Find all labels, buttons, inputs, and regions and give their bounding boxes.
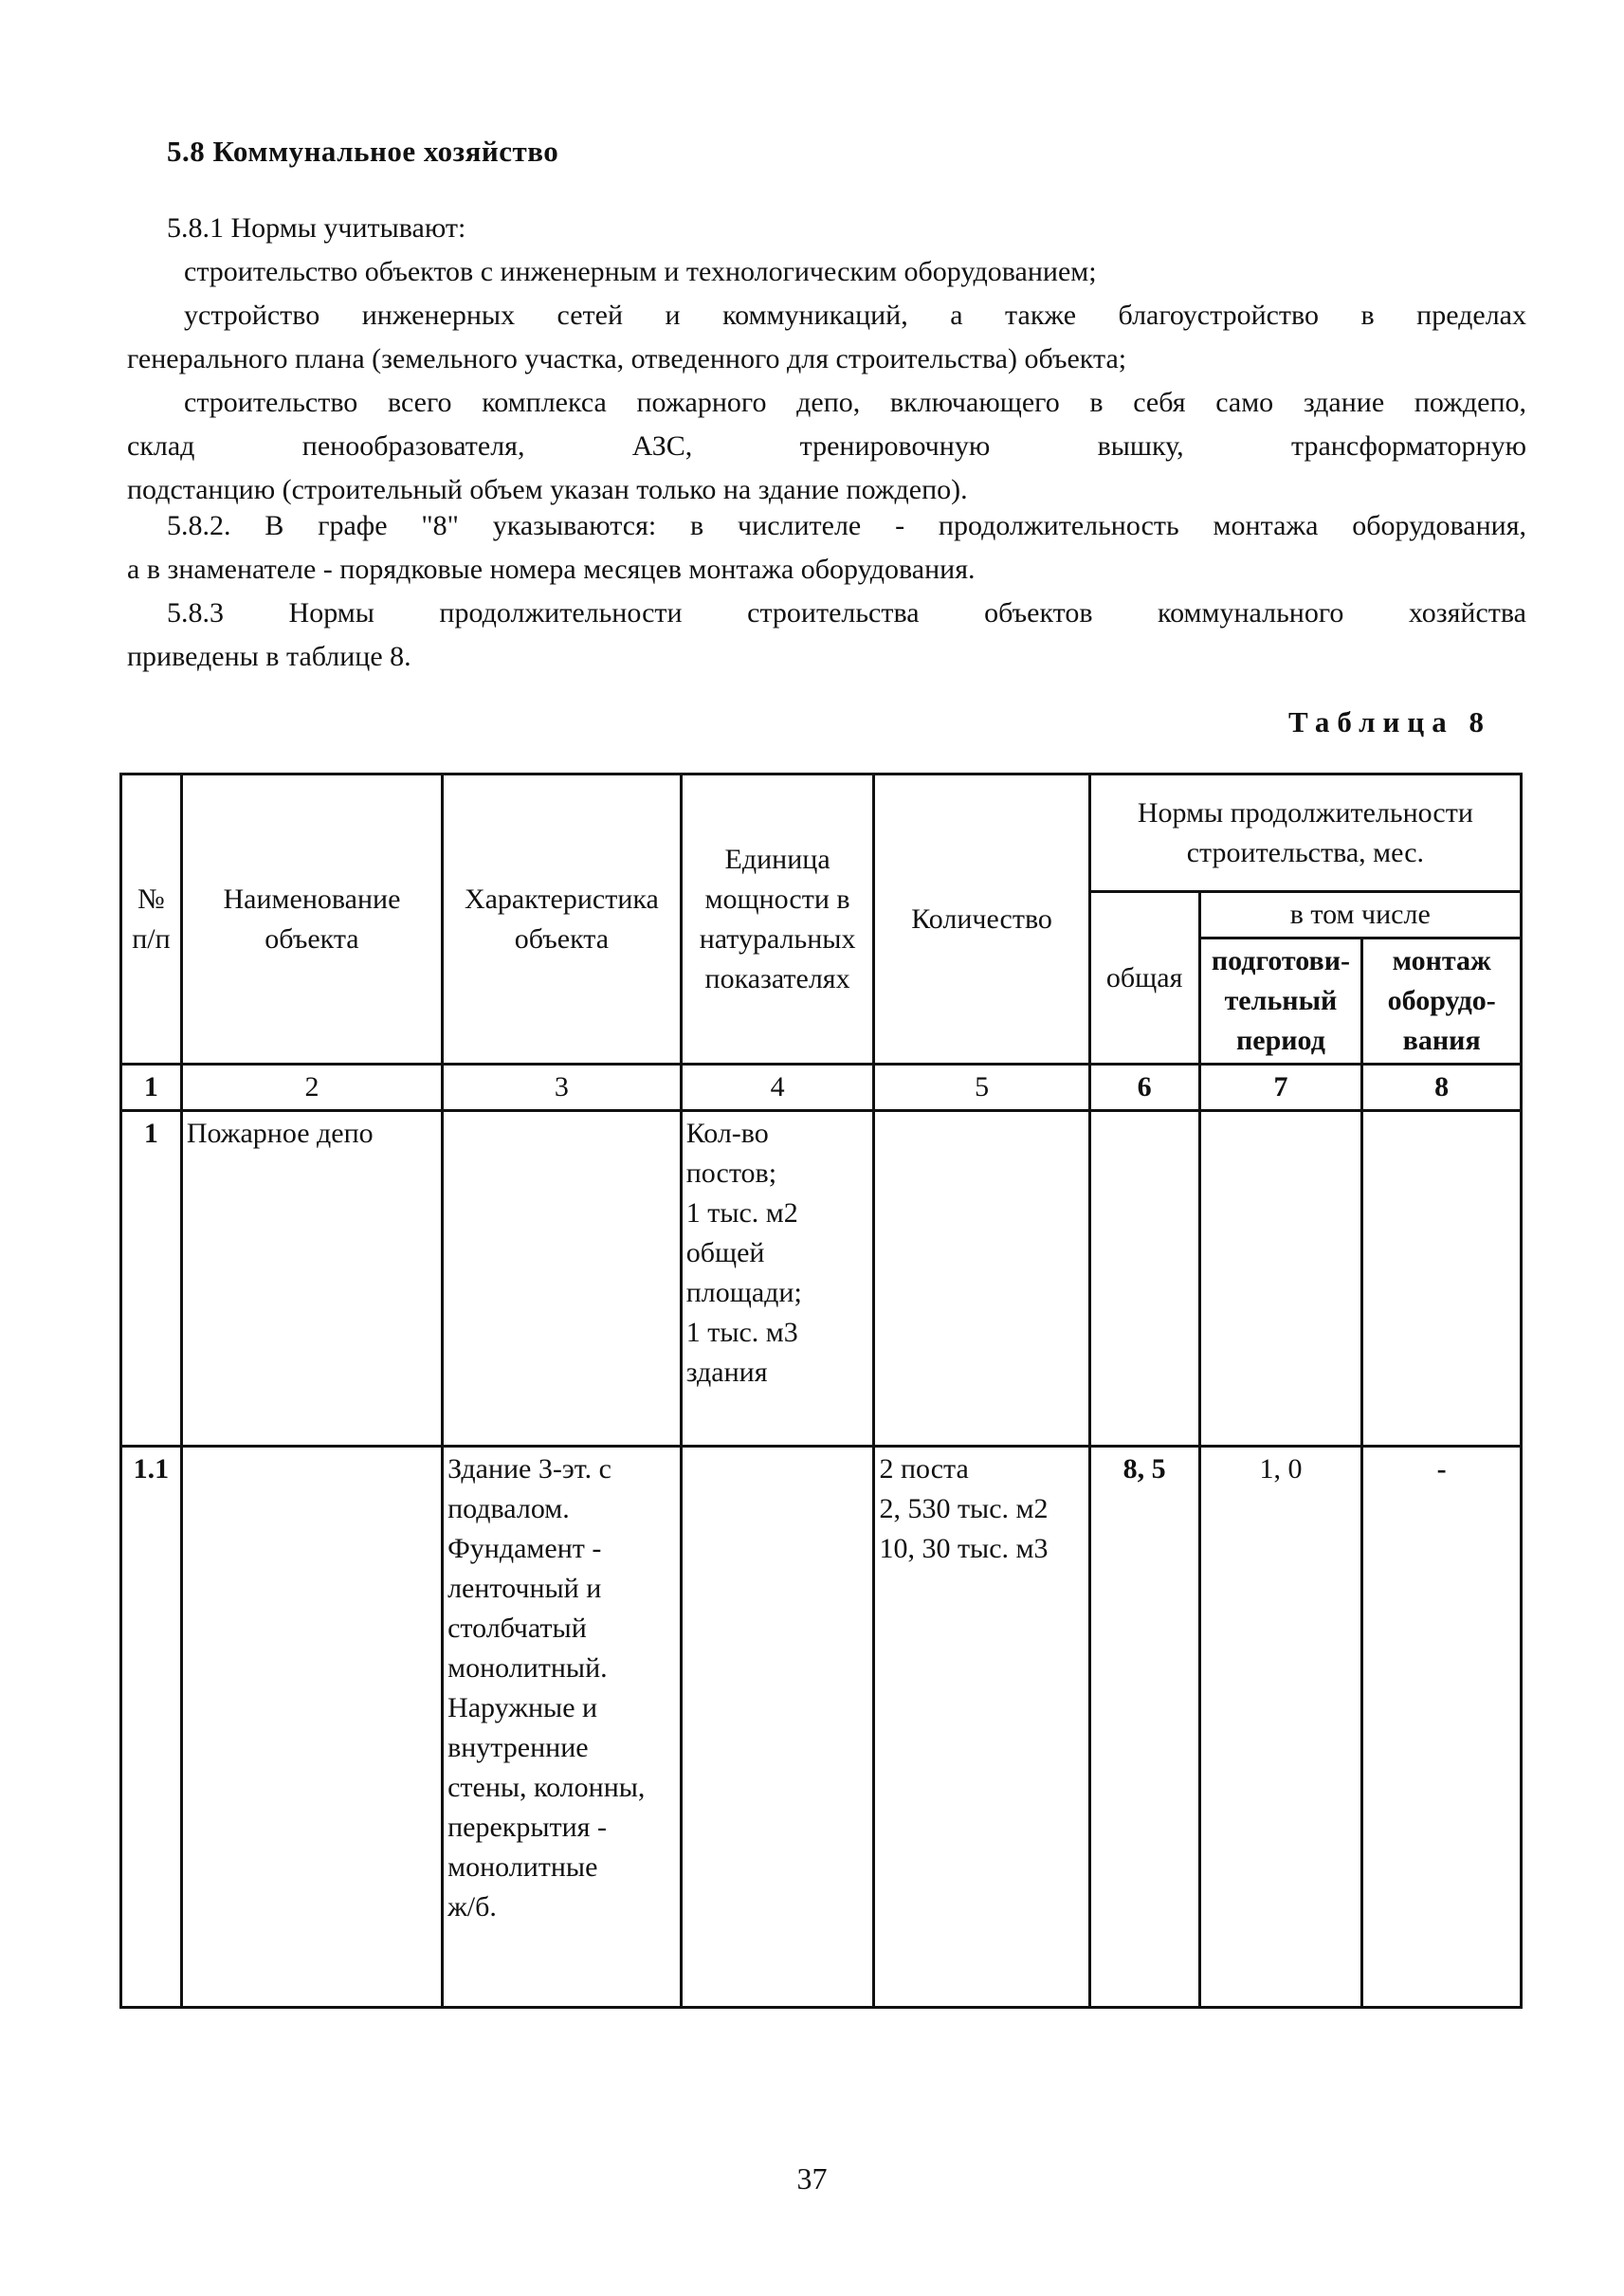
section-heading: 5.8 Коммунальное хозяйство <box>167 135 559 168</box>
header-name <box>181 774 442 1065</box>
paragraph-5-8-1 <box>127 207 1526 512</box>
row-2-prep: 1, 0 <box>1199 1447 1362 2008</box>
row-1-unit-line-4: общей <box>685 1237 765 1268</box>
header-characteristics <box>443 774 682 1065</box>
paragraph-5-8-3-line-2: приведены в таблице 8. <box>127 641 411 672</box>
header-unit-line-1: Единица <box>724 843 830 875</box>
header-quantity: Количество <box>874 774 1089 1065</box>
header-install-line-1: монтаж <box>1392 945 1491 976</box>
col-number-4: 4 <box>681 1065 874 1111</box>
column-numbers-row <box>121 1065 1522 1111</box>
header-characteristics-line-1: Характеристика <box>464 883 659 915</box>
header-unit-line-4: показателях <box>704 962 850 994</box>
table-caption: Таблица 8 <box>1288 705 1491 738</box>
row-2-unit <box>681 1447 874 2008</box>
row-1-unit-line-7: здания <box>685 1357 768 1388</box>
table-row <box>121 1447 1522 2008</box>
header-norms-line-2: строительства, мес. <box>1186 836 1425 868</box>
row-2-quantity <box>874 1447 1089 2008</box>
header-install-line-2: оборудо- <box>1387 985 1496 1016</box>
header-prep-line-2: тельный <box>1224 985 1338 1016</box>
paragraph-5-8-1-item-3-line-1: строительство всего комплекса пожарного депо, включающего в себя само здание пождепо, <box>184 387 1526 418</box>
row-2-char-line-7: Наружные и <box>447 1692 598 1723</box>
header-including: в том числе <box>1199 892 1521 938</box>
row-2-char-line-5: столбчатый <box>447 1613 587 1644</box>
header-norms <box>1089 774 1521 892</box>
col-number-7: 7 <box>1199 1065 1362 1111</box>
page-number: 37 <box>796 2161 828 2196</box>
header-prep-line-3: период <box>1235 1025 1325 1056</box>
paragraph-5-8-2-line-2: а в знаменателе - порядковые номера месяцев монтажа оборудования. <box>127 554 976 585</box>
row-2-char-line-6: монолитный. <box>447 1652 608 1684</box>
row-2-char-line-10: перекрытия - <box>447 1812 607 1843</box>
row-2-char-line-8: внутренние <box>447 1732 589 1763</box>
row-2-qty-line-2: 2, 530 тыс. м2 <box>879 1493 1049 1524</box>
paragraph-5-8-1-item-1: строительство объектов с инженерным и технологическим оборудованием; <box>184 256 1097 287</box>
row-2-qty-line-3: 10, 30 тыс. м3 <box>879 1533 1049 1564</box>
header-row-1 <box>121 774 1522 892</box>
row-1-unit-line-1: Кол-во <box>685 1118 769 1149</box>
header-num-line-2: п/п <box>132 922 171 955</box>
row-2-num: 1.1 <box>121 1447 182 2008</box>
header-name-line-1: Наименование <box>223 883 401 915</box>
row-2-char-line-1: Здание 3-эт. с <box>447 1453 611 1485</box>
header-characteristics-line-2: объекта <box>514 922 610 955</box>
header-num <box>121 774 182 1065</box>
row-1-unit-line-2: постов; <box>685 1157 777 1189</box>
paragraph-5-8-1-item-3-line-3: подстанцию (строительный объем указан только на здание пождепо). <box>127 474 968 505</box>
norms-table <box>119 773 1523 2009</box>
col-number-2: 2 <box>181 1065 442 1111</box>
row-2-total: 8, 5 <box>1089 1447 1199 2008</box>
row-1-num: 1 <box>121 1111 182 1447</box>
header-norms-line-1: Нормы продолжительности <box>1137 796 1473 829</box>
row-1-unit-line-6: 1 тыс. м3 <box>685 1317 798 1348</box>
header-prep-period <box>1199 938 1362 1065</box>
header-unit-line-2: мощности в <box>704 883 850 915</box>
row-2-char-line-2: подвалом. <box>447 1493 570 1524</box>
paragraph-5-8-1-lead: 5.8.1 Нормы учитывают: <box>167 212 466 244</box>
row-2-char-line-4: ленточный и <box>447 1573 602 1604</box>
paragraph-5-8-2-line-1: 5.8.2. В графе "8" указываются: в числителе - продолжительность монтажа оборудования, <box>167 510 1526 541</box>
header-install-line-3: вания <box>1402 1025 1481 1056</box>
col-number-5: 5 <box>874 1065 1089 1111</box>
header-prep-line-1: подготови- <box>1211 945 1351 976</box>
row-1-quantity <box>874 1111 1089 1447</box>
header-num-line-1: № <box>137 883 165 915</box>
row-2-install: - <box>1362 1447 1522 2008</box>
paragraph-5-8-3 <box>127 592 1526 679</box>
col-number-3: 3 <box>443 1065 682 1111</box>
row-1-unit-line-5: площади; <box>685 1277 802 1308</box>
row-2-char-line-3: Фундамент - <box>447 1533 602 1564</box>
header-unit-line-3: натуральных <box>699 922 856 955</box>
paragraph-5-8-2 <box>127 504 1526 592</box>
header-unit <box>681 774 874 1065</box>
col-number-8: 8 <box>1362 1065 1522 1111</box>
paragraph-5-8-1-item-2-line-1: устройство инженерных сетей и коммуникаций, а также благоустройство в пределах <box>184 300 1526 331</box>
row-2-char-line-11: монолитные <box>447 1851 598 1883</box>
header-total: общая <box>1089 892 1199 1065</box>
row-1-unit <box>681 1111 874 1447</box>
paragraph-5-8-3-line-1: 5.8.3 Нормы продолжительности строительства объектов коммунального хозяйства <box>167 597 1526 629</box>
col-number-6: 6 <box>1089 1065 1199 1111</box>
row-1-characteristics <box>443 1111 682 1447</box>
row-1-prep <box>1199 1111 1362 1447</box>
col-number-1: 1 <box>121 1065 182 1111</box>
row-2-char-line-9: стены, колонны, <box>447 1772 646 1803</box>
row-2-char-line-12: ж/б. <box>447 1891 497 1922</box>
paragraph-5-8-1-item-2-line-2: генерального плана (земельного участка, отведенного для строительства) объекта; <box>127 343 1127 374</box>
row-2-qty-line-1: 2 поста <box>879 1453 969 1485</box>
row-1-install <box>1362 1111 1522 1447</box>
paragraph-5-8-1-item-3-line-2: склад пенообразователя, АЗС, тренировочную вышку, трансформаторную <box>127 430 1526 462</box>
table-row <box>121 1111 1522 1447</box>
row-1-total <box>1089 1111 1199 1447</box>
row-1-unit-line-3: 1 тыс. м2 <box>685 1197 798 1229</box>
row-1-name: Пожарное депо <box>181 1111 442 1447</box>
row-2-name <box>181 1447 442 2008</box>
row-2-characteristics <box>443 1447 682 2008</box>
header-name-line-2: объекта <box>265 922 359 955</box>
header-installation <box>1362 938 1522 1065</box>
